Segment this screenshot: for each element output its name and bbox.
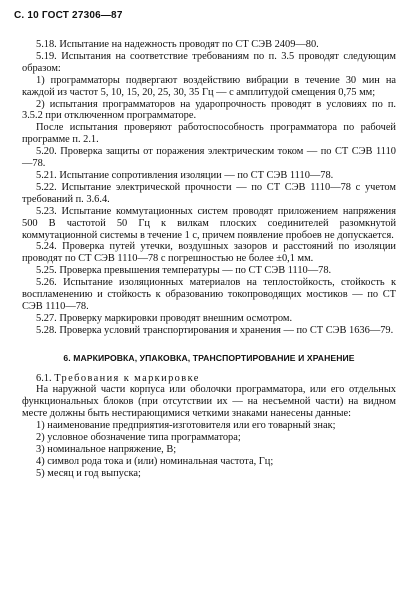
paragraph-5-28: 5.28. Проверка условий транспортирования и хранения — по СТ СЭВ 1636—79.: [36, 324, 394, 336]
subsection-number: 6.1.: [36, 372, 52, 384]
paragraph-5-26: 5.26. Испытание изоляционных материалов на теплостойкость, стойкость к воспламенению и стойкость к образованию токопроводящих мостиков — по СТ СЭВ 1110—78.: [22, 277, 396, 312]
paragraph-6-1-item-4: 4) символ рода тока и (или) номинальная частота, Гц;: [36, 455, 274, 467]
paragraph-6-1-item-1: 1) наименование предприятия-изготовителя или его товарный знак;: [36, 420, 336, 432]
paragraph-5-19: 5.19. Испытания на соответствие требованиям по п. 3.5 проводят следующим образом:: [22, 50, 396, 74]
paragraph-5-22: 5.22. Испытание электрической прочности — по СТ СЭВ 1110—78 с учетом требований п. 3.6.4.: [22, 181, 396, 205]
document-body: [22, 39, 396, 480]
paragraph-5-25: 5.25. Проверка превышения температуры — по СТ СЭВ 1110—78.: [36, 265, 332, 277]
paragraph-5-19-item-2: 2) испытания программаторов на ударопрочность проводят в условиях по п. 3.5.2 при отключенном программаторе.: [22, 98, 396, 122]
paragraph-6-1-item-2: 2) условное обозначение типа программатора;: [36, 432, 241, 444]
paragraph-5-23: 5.23. Испытание коммутационных систем проводят приложением напряжения 500 В частотой 50 Гц к вилкам плоских соединителей разомкнутой коммутационной системы в течение 1 с, причем появление пробоев не допускается.: [22, 205, 396, 241]
paragraph-6-1-item-3: 3) номинальное напряжение, В;: [36, 444, 177, 455]
paragraph-5-19-item-1: 1) программаторы подвергают воздействию вибрации в течение 30 мин на каждой из частот 5, 10, 15, 20, 25, 30, 35 Гц — с амплитудой смещения 0,75 мм;: [22, 74, 396, 98]
paragraph-6-1-item-5: 5) месяц и год выпуска;: [36, 467, 141, 479]
paragraph-after-test: После испытания проверяют работоспособность программатора по рабочей программе п. 2.1.: [22, 122, 396, 146]
paragraph-5-24: 5.24. Проверка путей утечки, воздушных зазоров и расстояний по изоляции проводят по СТ СЭВ 1110—78 с погрешностью не более ±0,1 мм.: [22, 241, 396, 265]
subsection-title: Требования к маркировке: [54, 372, 200, 384]
section-heading: 6. МАРКИРОВКА, УПАКОВКА, ТРАНСПОРТИРОВАНИЕ И ХРАНЕНИЕ: [63, 352, 355, 363]
paragraph-5-21: 5.21. Испытание сопротивления изоляции — по СТ СЭВ 1110—78.: [36, 169, 334, 181]
paragraph-6-1-intro: На наружной части корпуса или оболочки программатора, или его отдельных функциональных блоков (при отсутствии их — на несъемной части) на видном месте должны быть нестирающимися четкими знаками нанесены данные:: [22, 384, 396, 420]
paragraph-5-18: 5.18. Испытание на надежность проводят по СТ СЭВ 2409—80.: [36, 39, 319, 50]
paragraph-5-27: 5.27. Проверку маркировки проводят внешним осмотром.: [36, 312, 293, 324]
paragraph-5-20: 5.20. Проверка защиты от поражения электрическим током — по СТ СЭВ 1110—78.: [22, 146, 396, 170]
page-header: С. 10 ГОСТ 27306—87: [14, 10, 123, 21]
subsection-heading: [22, 373, 396, 385]
